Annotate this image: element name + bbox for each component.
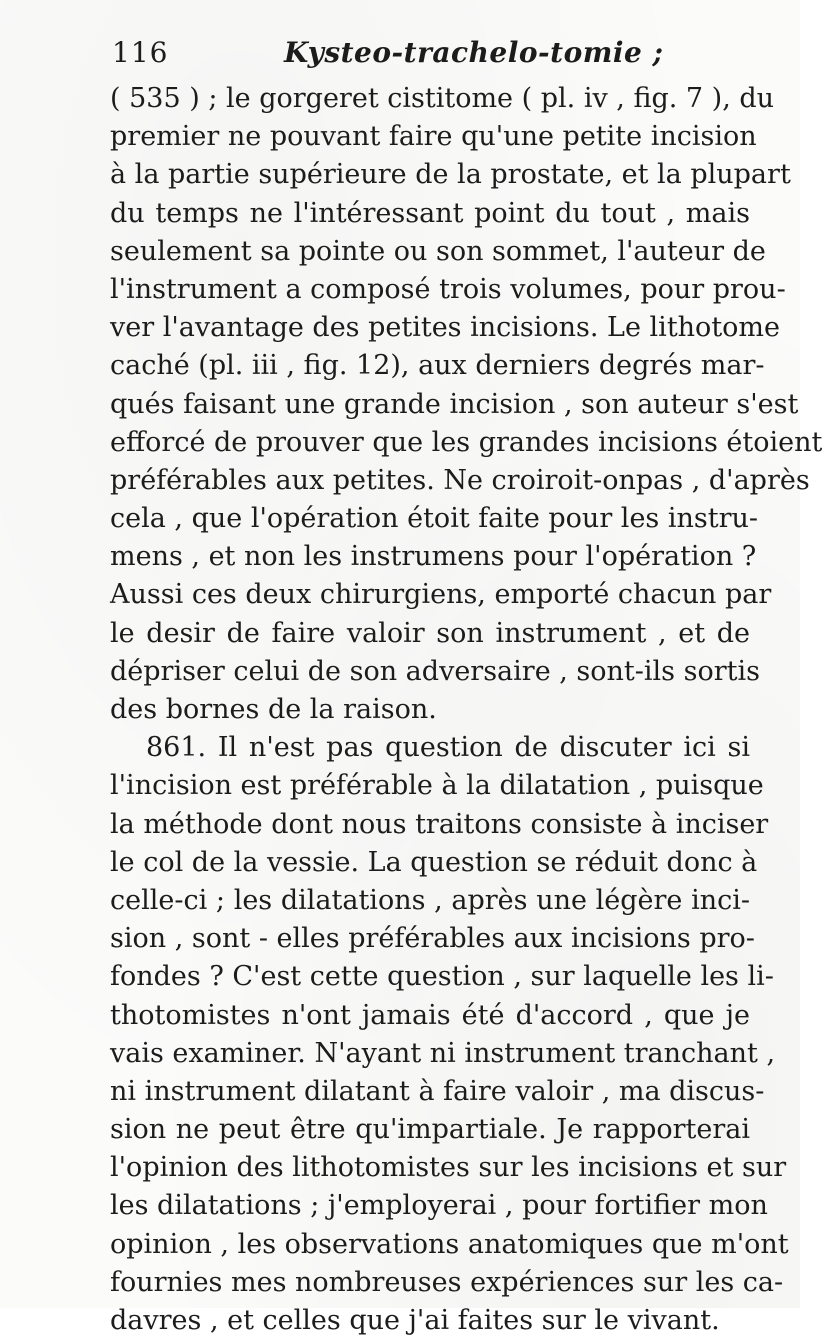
- page-number: 116: [112, 36, 169, 69]
- text-line: ( 535 ) ; le gorgeret cistitome ( pl. iv , fig. 7 ), du: [110, 83, 775, 114]
- text-line: efforcé de prouver que les grandes incisions étoient: [110, 426, 822, 458]
- paragraph-start-line: 861. Il n'est pas question de discuter ici si: [146, 732, 750, 764]
- body-text: [110, 80, 822, 1340]
- text-line: vais examiner. N'ayant ni instrument tranchant ,: [110, 1037, 776, 1069]
- text-line: sion ne peut être qu'impartiale. Je rapporterai: [110, 1114, 750, 1146]
- text-line: du temps ne l'intéressant point du tout , mais: [110, 197, 750, 229]
- text-line: ver l'avantage des petites incisions. Le lithotome: [110, 312, 781, 344]
- text-line: dépriser celui de son adversaire , sont-ils sortis: [110, 655, 760, 687]
- text-line: celle-ci ; les dilatations , après une légère inci-: [110, 884, 750, 916]
- text-line: premier ne pouvant faire qu'une petite incision: [110, 121, 757, 153]
- text-line: mens , et non les instrumens pour l'opération ?: [110, 541, 757, 573]
- text-line: les dilatations ; j'employerai , pour fortifier mon: [110, 1190, 768, 1222]
- text-line: ni instrument dilatant à faire valoir , ma discus-: [110, 1075, 765, 1107]
- text-line: thotomistes n'ont jamais été d'accord , que je: [110, 999, 750, 1031]
- text-line: le col de la vessie. La question se réduit donc à: [110, 846, 758, 878]
- text-line: l'opinion des lithotomistes sur les incisions et sur: [110, 1152, 787, 1184]
- running-title: Kysteo-trachelo-tomie ;: [284, 36, 664, 69]
- text-line: préférables aux petites. Ne croiroit-onpas , d'après: [110, 464, 810, 496]
- text-line: opinion , les observations anatomiques que m'ont: [110, 1228, 789, 1260]
- text-line: des bornes de la raison.: [110, 694, 437, 725]
- text-line: l'incision est préférable à la dilatation , puisque: [110, 770, 764, 802]
- text-line: sion , sont - elles préférables aux incisions pro-: [110, 923, 755, 955]
- text-line: davres , et celles que j'ai faites sur le vivant.: [110, 1305, 720, 1336]
- text-line: cela , que l'opération étoit faite pour les instru-: [110, 503, 759, 535]
- text-line: le desir de faire valoir son instrument , et de: [110, 617, 750, 649]
- text-line: à la partie supérieure de la prostate, et la plupart: [110, 159, 791, 191]
- text-line: seulement sa pointe ou son sommet, l'auteur de: [110, 235, 766, 267]
- page-header: [112, 36, 772, 76]
- text-line: l'instrument a composé trois volumes, pour prou-: [110, 273, 786, 305]
- text-line: fournies mes nombreuses expériences sur les ca-: [110, 1266, 784, 1298]
- text-line: qués faisant une grande incision , son auteur s'est: [110, 388, 799, 420]
- text-line: caché (pl. iii , fig. 12), aux derniers degrés mar-: [110, 350, 765, 382]
- text-line: Aussi ces deux chirurgiens, emporté chacun par: [110, 579, 772, 611]
- text-line: la méthode dont nous traitons consiste à inciser: [110, 808, 769, 840]
- text-line: fondes ? C'est cette question , sur laquelle les li-: [110, 961, 774, 993]
